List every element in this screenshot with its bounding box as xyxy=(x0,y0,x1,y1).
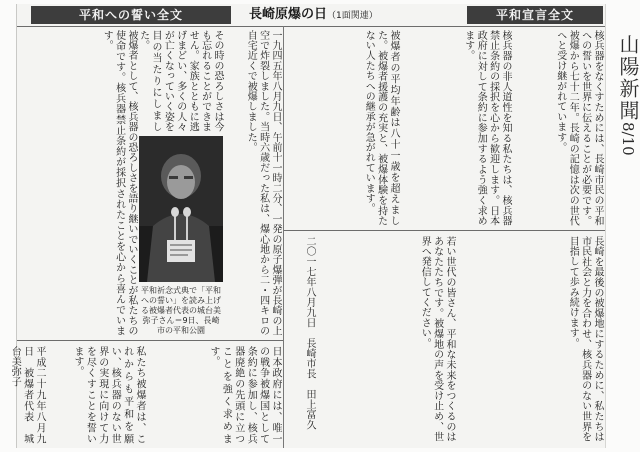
chikai-banner: 平和への誓い全文 xyxy=(31,6,231,24)
clipping-date: 8/10 xyxy=(619,122,637,156)
chikai-column-2: その時の恐ろしさは今も忘れることができません。家族とともに逃げまどい、多くの人々が亡くなっていく姿を目の当たりにしました。 xyxy=(137,30,223,132)
sengen-column-3: 被爆者の平均年齢は八十一歳を超えました。被爆者援護の充実と、被爆体験を持たない人たちへの継承が急がれています。 xyxy=(363,30,399,226)
newspaper-clipping xyxy=(9,4,606,448)
speaker-photo xyxy=(139,136,223,282)
chikai-column-5: 私たち被爆者は、これからも平和を願い、核兵器のない世界の実現に向けて力を尽くすことを誓います。 xyxy=(71,346,145,444)
event-title xyxy=(249,6,378,24)
sengen-tier-rule xyxy=(283,230,605,231)
top-rule xyxy=(17,26,605,27)
newspaper-name: 山陽新聞 xyxy=(616,34,640,122)
handwritten-note xyxy=(612,34,640,174)
chikai-column-4: 日本政府には、唯一の戦争被爆国として条約に参加し、核兵器廃絶の先頭に立つことを強く求めます。 xyxy=(207,346,281,444)
event-title-suffix: （1面関連） xyxy=(327,11,378,21)
sengen-column-5: 若い世代の皆さん、平和な未来をつくるのはあなたたちです。被爆地の声を受け止め、世界へ発信してください。 xyxy=(419,236,455,442)
chikai-signature: 平成二十九年八月九日 被爆者代表 城台美弥子 xyxy=(9,346,45,444)
event-title-text: 長崎原爆の日 xyxy=(249,7,328,22)
sengen-column-2: 核兵器の非人道性を知る私たちは、核兵器禁止条約の採択を心から歓迎します。日本政府に対して条約に参加するよう強く求めます。 xyxy=(462,30,511,226)
sengen-column-1: 核兵器をなくすためには、長崎市民の平和への誓いを世界に伝えることが必要です。被爆から七十二年。長崎の記憶は次の世代へと受け継がれています。 xyxy=(554,30,603,226)
photo-caption: 平和祈念式典で「平和への誓い」を読み上げる被爆者代表の城台美弥子さん＝9日、長崎市の平和公園 xyxy=(141,286,221,335)
sengen-banner: 平和宣言全文 xyxy=(467,6,603,24)
chikai-column-1: 一九四五年八月九日、午前十一時二分、一発の原子爆弾が長崎の上空で炸裂しました。当時六歳だった私は、爆心地から二・四キロの自宅近くで被爆しました。 xyxy=(245,30,281,336)
section-divider xyxy=(283,26,284,448)
chikai-column-3: 被爆者として、核兵器の恐ろしさを語り継いでいくことが私たちの使命です。核兵器禁止条約が採択されたことを心から喜んでいます。 xyxy=(101,30,137,336)
sengen-column-4: 長崎を最後の被爆地にするために、私たちは市民社会と力を合わせ、核兵器のない世界を目指して歩み続けます。 xyxy=(567,236,603,442)
chikai-tier-rule xyxy=(17,340,283,341)
sengen-signature: 二〇一七年八月九日 長崎市長 田上富久 xyxy=(304,236,315,430)
